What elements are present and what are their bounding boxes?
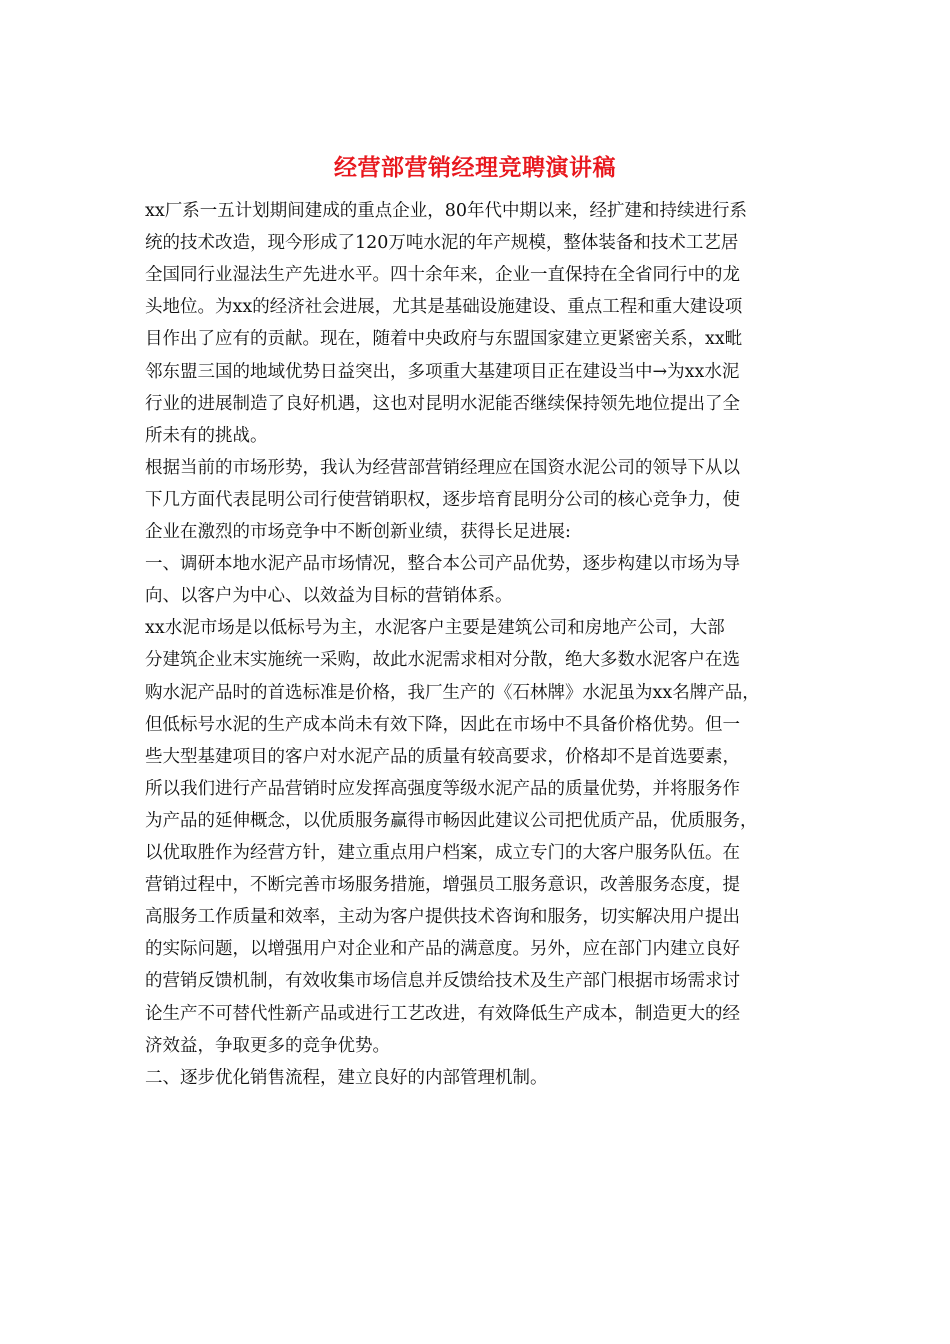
body-text-line: 所以我们进行产品营销时应发挥高强度等级水泥产品的质量优势，并将服务作 (145, 778, 740, 799)
body-text-line: 头地位。为xx的经济社会进展，尤其是基础设施建设、重点工程和重大建设项 (145, 297, 743, 318)
body-text-line: 营销过程中，不断完善市场服务措施，增强员工服务意识，改善服务态度，提 (145, 875, 740, 896)
body-text-line: 根据当前的市场形势，我认为经营部营销经理应在国资水泥公司的领导下从以 (145, 457, 740, 478)
body-text-line: 些大型基建项目的客户对水泥产品的质量有较高要求，价格却不是首选要素， (145, 746, 740, 767)
body-text-line: 全国同行业湿法生产先进水平。四十余年来，企业一直保持在全省同行中的龙 (145, 265, 740, 286)
body-text-line: 但低标号水泥的生产成本尚未有效下降，因此在市场中不具备价格优势。但一 (145, 714, 740, 735)
body-text-line: 分建筑企业末实施统一采购，故此水泥需求相对分散，绝大多数水泥客户在选 (145, 650, 740, 671)
body-text-line: 向、以客户为中心、以效益为目标的营销体系。 (145, 586, 513, 607)
body-text-line: 一、调研本地水泥产品市场情况，整合本公司产品优势，逐步构建以市场为导 (145, 554, 740, 575)
body-text-line: 统的技术改造，现今形成了120万吨水泥的年产规模，整体装备和技术工艺居 (145, 233, 739, 254)
body-text-line: 的营销反馈机制，有效收集市场信息并反馈给技术及生产部门根据市场需求讨 (145, 971, 740, 992)
body-text-line: 论生产不可替代性新产品或进行工艺改进，有效降低生产成本，制造更大的经 (145, 1003, 740, 1024)
body-text-line: 下几方面代表昆明公司行使营销职权，逐步培育昆明分公司的核心竞争力，使 (145, 489, 740, 510)
body-text-line: 为产品的延伸概念，以优质服务赢得市畅因此建议公司把优质产品，优质服务， (145, 810, 758, 831)
body-text-line: 二、逐步优化销售流程，建立良好的内部管理机制。 (145, 1067, 548, 1088)
body-text-line: 以优取胜作为经营方针，建立重点用户档案，成立专门的大客户服务队伍。在 (145, 843, 740, 863)
body-text-line: 济效益，争取更多的竞争优势。 (145, 1035, 390, 1056)
body-text-line: 目作出了应有的贡献。现在，随着中央政府与东盟国家建立更紧密关系，xx毗 (145, 329, 743, 350)
document-title: 经营部营销经理竞聘演讲稿 (334, 154, 616, 181)
body-text-line: 高服务工作质量和效率，主动为客户提供技术咨询和服务，切实解决用户提出 (145, 907, 740, 928)
body-text-line: 企业在激烈的市场竞争中不断创新业绩，获得长足进展: (145, 522, 571, 542)
body-text-line: 的实际问题，以增强用户对企业和产品的满意度。另外，应在部门内建立良好 (145, 939, 740, 960)
body-text-line: xx水泥市场是以低标号为主，水泥客户主要是建筑公司和房地产公司，大部 (145, 618, 725, 639)
body-text-line: xx厂系一五计划期间建成的重点企业，80年代中期以来，经扩建和持续进行系 (145, 201, 748, 221)
body-text-line: 行业的进展制造了良好机遇，这也对昆明水泥能否继续保持领先地位提出了全 (145, 393, 740, 414)
body-text-line: 所未有的挑战。 (145, 425, 268, 446)
body-text-line: 邻东盟三国的地域优势日益突出，多项重大基建项目正在建设当中→为xx水泥 (145, 361, 740, 382)
body-text-line: 购水泥产品时的首选标准是价格，我厂生产的《石林牌》水泥虽为xx名牌产品， (145, 682, 760, 703)
